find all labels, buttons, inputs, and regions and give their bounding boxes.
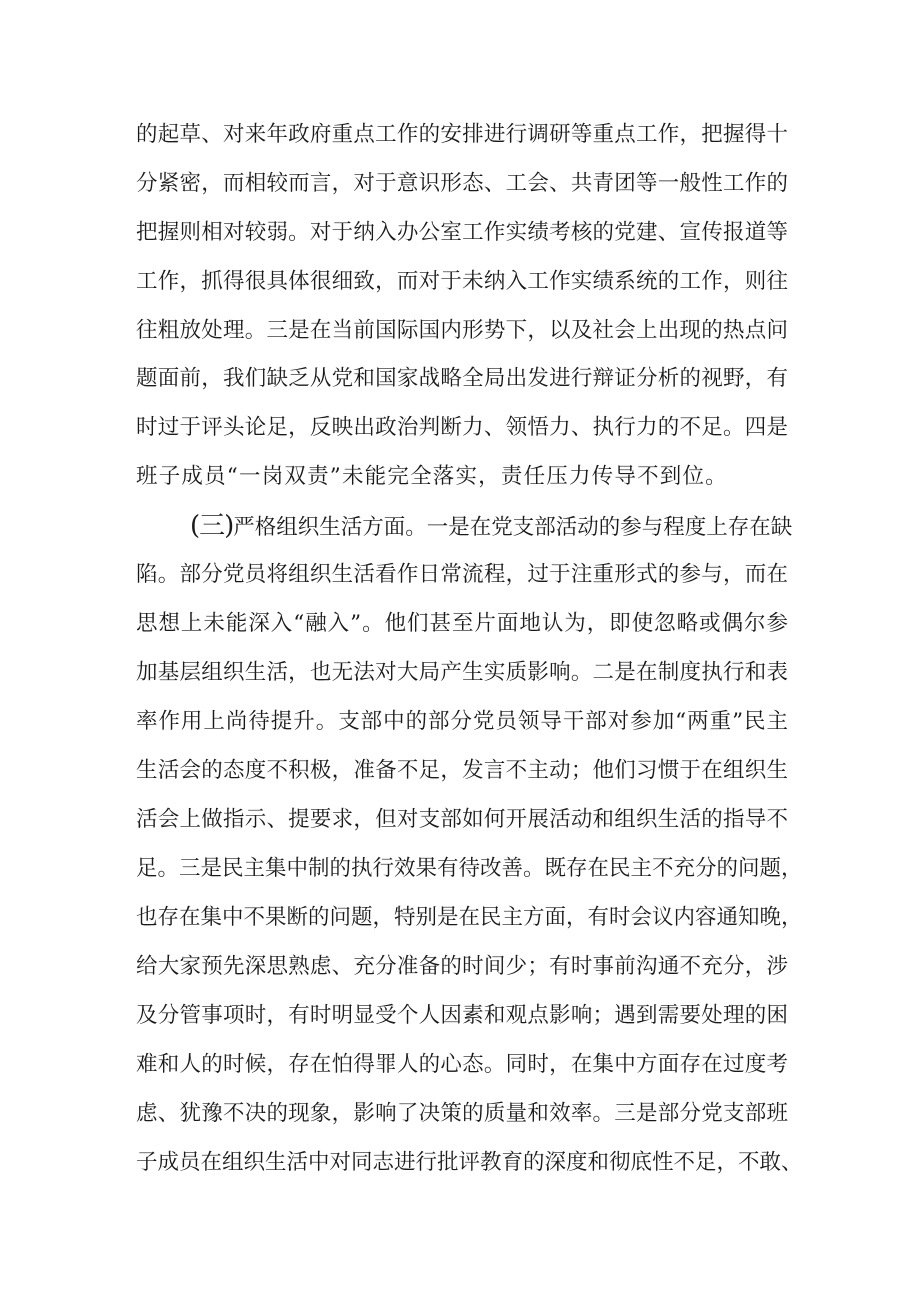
paragraph-2-line-14: 子成员在组织生活中对同志进行批评教育的深度和彻底性不足，不敢、 [136,1150,803,1175]
paragraph-1-line-6: 题面前，我们缺乏从党和国家战略全局出发进行辩证分析的视野，有 [136,366,788,391]
paragraph-1-line-8: 班子成员“一岗双责”未能完全落实，责任压力传导不到位。 [136,464,728,489]
section-heading-text: 严格组织生活方面。一是在党支部活动的参与程度上存在缺 [233,515,793,540]
paragraph-2-line-3: 思想上未能深入“融入”。他们甚至片面地认为，即使忽略或偶尔参 [136,611,788,636]
paragraph-1-line-2: 分紧密，而相较而言，对于意识形态、工会、共青团等一般性工作的 [136,171,788,196]
paragraph-1-line-7: 时过于评头论足，反映出政治判断力、领悟力、执行力的不足。四是 [136,415,788,440]
paragraph-2-line-4: 加基层组织生活，也无法对大局产生实质影响。二是在制度执行和表 [136,660,788,685]
paragraph-2-first-line [190,509,793,543]
paragraph-2-line-5: 率作用上尚待提升。支部中的部分党员领导干部对参加“两重”民主 [136,709,788,734]
section-number: (三) [190,511,234,541]
paragraph-1-line-5: 往粗放处理。三是在当前国际国内形势下，以及社会上出现的热点问 [136,318,788,343]
paragraph-1-line-3: 把握则相对较弱。对于纳入办公室工作实绩考核的党建、宣传报道等 [136,220,788,245]
paragraph-2-line-11: 及分管事项时，有时明显受个人因素和观点影响；遇到需要处理的困 [136,1003,788,1028]
paragraph-2-line-12: 难和人的时候，存在怕得罪人的心态。同时，在集中方面存在过度考 [136,1052,788,1077]
paragraph-2-line-8: 足。三是民主集中制的执行效果有待改善。既存在民主不充分的问题， [136,856,803,881]
paragraph-2-line-10: 给大家预先深思熟虑、充分准备的时间少；有时事前沟通不充分，涉 [136,954,788,979]
paragraph-2-line-9: 也存在集中不果断的问题，特别是在民主方面，有时会议内容通知晚， [136,905,803,930]
paragraph-2-line-7: 活会上做指示、提要求，但对支部如何开展活动和组织生活的指导不 [136,807,788,832]
paragraph-1-line-4: 工作，抓得很具体很细致，而对于未纳入工作实绩系统的工作，则往 [136,269,788,294]
paragraph-2-line-6: 生活会的态度不积极，准备不足，发言不主动；他们习惯于在组织生 [136,758,788,783]
paragraph-2-line-2: 陷。部分党员将组织生活看作日常流程，过于注重形式的参与，而在 [136,562,788,587]
paragraph-1-line-1: 的起草、对来年政府重点工作的安排进行调研等重点工作，把握得十 [136,122,788,147]
paragraph-2-line-13: 虑、犹豫不决的现象，影响了决策的质量和效率。三是部分党支部班 [136,1101,788,1126]
